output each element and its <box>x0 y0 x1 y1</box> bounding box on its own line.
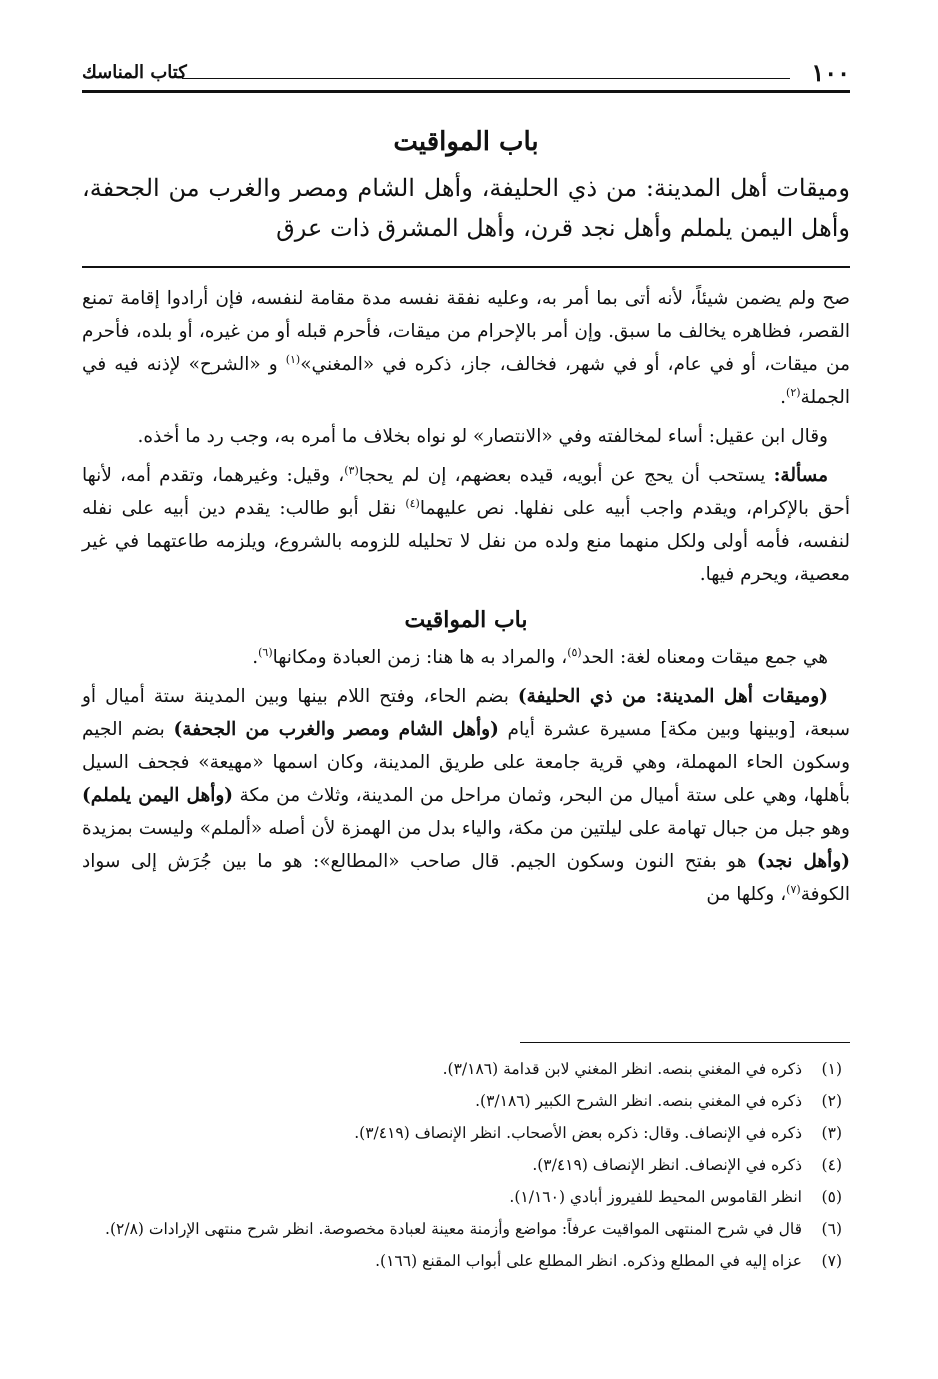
footnote-text: انظر القاموس المحيط للفيروز أبادي (١/١٦٠). <box>509 1188 802 1206</box>
commentary-body <box>82 282 850 917</box>
commentary-paragraph: هي جمع ميقات ومعناه لغة: الحد$^{(٥)}$، والمراد به ها هنا: زمن العبادة ومكانها$^{(٦)}$. <box>252 645 828 668</box>
matn-quote: (وأهل اليمن يلملم) <box>82 785 234 806</box>
footnote-number: (٧) <box>821 1252 842 1270</box>
footnotes <box>82 1054 842 1278</box>
running-title: كتاب المناسك <box>82 62 187 83</box>
footnote-number: (٢) <box>821 1092 842 1110</box>
footnote-number: (٣) <box>821 1124 842 1142</box>
footnote-rule <box>520 1042 850 1043</box>
page-number: ١٠٠ <box>811 58 850 87</box>
matn-quote: (وميقات أهل المدينة: من ذي الحليفة) <box>517 686 828 707</box>
matn-quote: (وأهل نجد) <box>756 851 850 872</box>
footnote-number: (٥) <box>821 1188 842 1206</box>
footnote <box>82 1246 842 1276</box>
page-header <box>82 58 850 92</box>
commentary-paragraph: وقال ابن عقيل: أساء لمخالفته وفي «الانتصار» لو نواه بخلاف ما أمره به، وجب رد ما أخذه. <box>137 426 828 447</box>
commentary-paragraph: (وميقات أهل المدينة: من ذي الحليفة) بضم الحاء، وفتح اللام بينها وبين المدينة ستة أميال أو سبعة، [وبينها وبين مكة] مسيرة عشرة أيام (وأهل الشام ومصر والغرب من الجحفة) بضم الجيم وسكون الحاء المهملة، وهي قرية جامعة على طريق المدينة، وكان اسمها «مهيعة» فجحف السيل بأهلها، وهي على ستة أميال من البحر، وثمان مراحل من المدينة، وثلاث من مكة (وأهل اليمن يلملم) وهو جبل من جبال تهامة على ليلتين من مكة، والياء بدل من الهمزة لأن أصله «ألملم» وليست بمزيدة (وأهل نجد) هو بفتح النون وسكون الجيم. قال صاحب «المطالع»: هو ما بين جُرَش إلى سواد الكوفة$^{(٧)}$، وكلها من <box>82 686 851 905</box>
header-rule <box>82 90 850 93</box>
footnote-text: ذكره في الإنصاف. وقال: ذكره بعض الأصحاب. انظر الإنصاف (٣/٤١٩). <box>354 1124 802 1142</box>
footnote <box>82 1086 842 1116</box>
footnote-ref: (٢) <box>786 385 801 399</box>
footnote <box>82 1182 842 1212</box>
footnote-ref: (٥) <box>567 645 582 659</box>
matn-divider <box>82 266 850 268</box>
matn-quote: (وأهل الشام ومصر والغرب من الجحفة) <box>173 719 499 740</box>
footnote-ref: (٦) <box>258 645 273 659</box>
matn-text: وميقات أهل المدينة: من ذي الحليفة، وأهل الشام ومصر والغرب من الجحفة، وأهل اليمن يلملم وأهل نجد قرن، وأهل المشرق ذات عرق <box>82 174 850 242</box>
footnote-number: (٦) <box>821 1220 842 1238</box>
footnote-ref: (٣) <box>344 463 359 477</box>
issue-label: مسألة: <box>773 465 829 486</box>
section-title: باب المواقيت <box>404 607 528 633</box>
footnote-text: قال في شرح المنتهى المواقيت عرفاً: مواضع وأزمنة معينة لعبادة مخصوصة. انظر شرح منتهى الإرادات (٢/٨). <box>105 1220 802 1238</box>
footnote <box>82 1150 842 1180</box>
footnote-text: عزاه إليه في المطلع وذكره. انظر المطلع على أبواب المقنع (١٦٦). <box>375 1252 802 1270</box>
footnote-text: ذكره في المغني بنصه. انظر المغني لابن قدامة (٣/١٨٦). <box>442 1060 802 1078</box>
footnote-ref: (١) <box>285 352 301 366</box>
commentary-paragraph: صح ولم يضمن شيئاً، لأنه أتى بما أمر به، وعليه نفقة نفسه مدة مقامة لنفسه، فإن أرادوا إقامة تمنع القصر، فظاهره يخالف ما سبق. وإن أمر بالإحرام من ميقات، فأحرم قبله أو من غيره، أو بلده، فأحرم من ميقات، أو في عام، أو في شهر، فخالف، جاز، ذكره في «المغني»$^{(١)}$ و «الشرح» لإذنه فيه في الجملة$^{(٢)}$. <box>82 288 850 408</box>
footnote-ref: (٤) <box>405 496 420 510</box>
footnote <box>82 1214 842 1244</box>
footnote-number: (١) <box>821 1060 842 1078</box>
header-thin-rule <box>182 78 790 79</box>
footnote-ref: (٧) <box>786 882 801 896</box>
matn-chapter-title: باب المواقيت <box>393 127 539 157</box>
footnote-text: ذكره في الإنصاف. انظر الإنصاف (٣/٤١٩). <box>532 1156 802 1174</box>
footnote <box>82 1118 842 1148</box>
footnote <box>82 1054 842 1084</box>
footnote-text: ذكره في المغني بنصه. انظر الشرح الكبير (٣/١٨٦). <box>475 1092 802 1110</box>
footnote-number: (٤) <box>821 1156 842 1174</box>
commentary-paragraph: مسألة: يستحب أن يحج عن أبويه، قيده بعضهم، إن لم يحجا$^{(٣)}$، وقيل: وغيرهما، وتقدم أمه، لأنها أحق بالإكرام، ويقدم واجب أبيه على نفلها. نص عليهما$^{(٤)}$ نقل أبو طالب: يقدم دين أبيه على نفله لنفسه، فأمه أولى ولكل منهما منع ولده من نفل لا تحليله للزومه بالشروع، ويلزمه طاعتهما في غير معصية، ويحرم فيها. <box>82 463 851 585</box>
